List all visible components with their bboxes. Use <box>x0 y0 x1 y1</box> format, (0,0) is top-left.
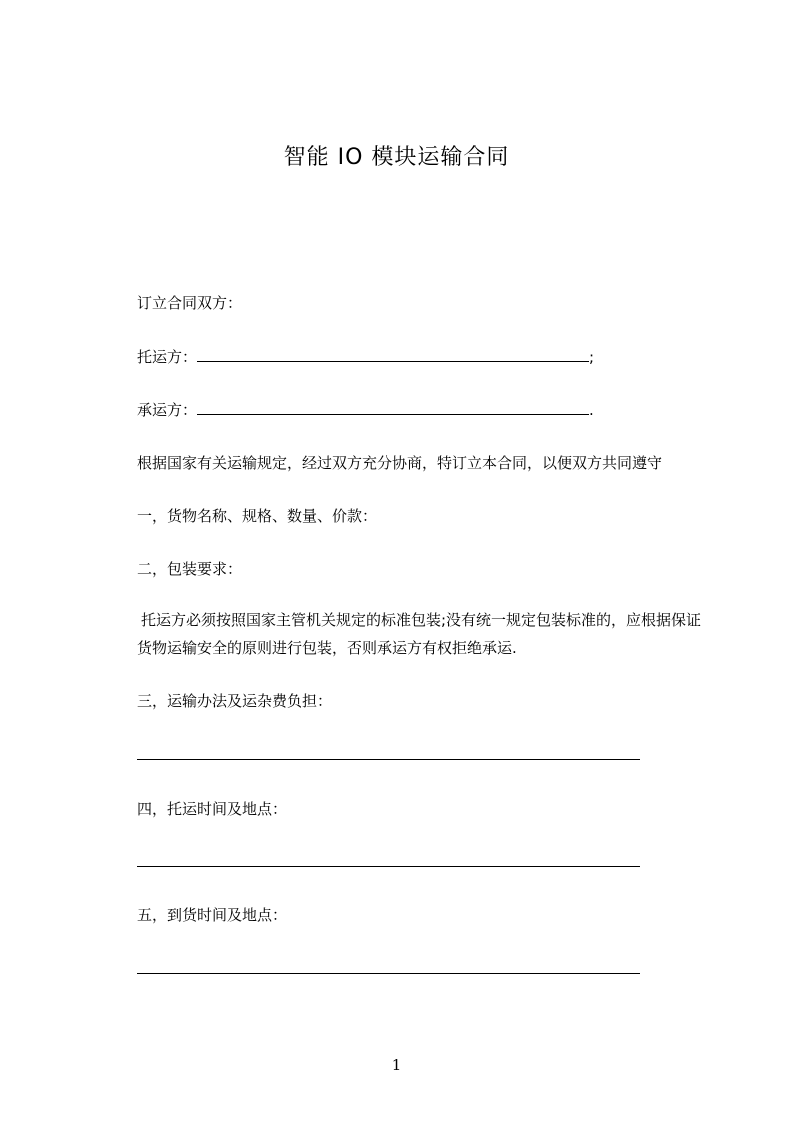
section-3-blank-line <box>137 759 640 760</box>
section-2-paragraph <box>137 606 703 662</box>
section-4-blank-line <box>137 866 640 867</box>
shipper-end: ; <box>589 348 595 366</box>
preamble-text: 根据国家有关运输规定，经过双方充分协商，特订立本合同，以便双方共同遵守 <box>137 454 663 472</box>
section-2-text: 托运方必须按照国家主管机关规定的标准包装;没有统一规定包装标准的，应根据保证货物运输安全的原则进行包装，否则承运方有权拒绝承运. <box>137 611 702 657</box>
shipper-blank <box>197 346 589 362</box>
intro-text: 订立合同双方： <box>137 294 243 312</box>
shipper-label: 托运方： <box>137 348 198 366</box>
section-1-heading: 一，货物名称、规格、数量、价款： <box>137 507 378 525</box>
page-number: 1 <box>391 1056 402 1074</box>
section-5-heading: 五，到货时间及地点： <box>137 906 288 924</box>
shipper-line <box>137 346 594 367</box>
carrier-line <box>137 399 594 420</box>
section-3-heading: 三，运输办法及运杂费负担： <box>137 692 333 710</box>
section-2-heading: 二，包装要求： <box>137 560 243 578</box>
section-5-blank-line <box>137 973 640 974</box>
page-title: 智能 IO 模块运输合同 <box>283 145 510 170</box>
carrier-end: . <box>589 401 594 419</box>
carrier-blank <box>197 399 589 415</box>
carrier-label: 承运方： <box>137 401 198 419</box>
section-4-heading: 四，托运时间及地点： <box>137 800 288 818</box>
